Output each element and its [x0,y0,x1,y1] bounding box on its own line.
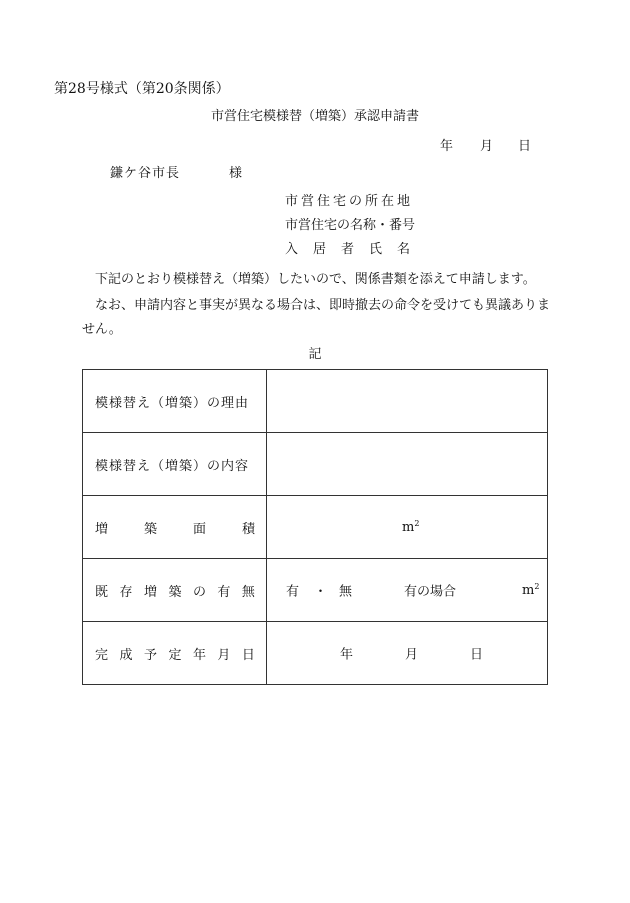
label-char: 定 [168,647,182,663]
label-char: 成 [119,647,133,663]
body-paragraph-2: なお、申請内容と事実が異なる場合は、即時撤去の命令を受けても異議ありま [95,298,551,313]
table-row-completion [83,622,548,685]
label-char: 完 [95,647,109,663]
addressee: 鎌ケ谷市長 [110,166,181,181]
body-paragraph-1: 下記のとおり模様替え（増築）したいので、関係書類を添えて申請します。 [95,272,536,287]
existing-no[interactable]: 無 [339,584,353,600]
table-row-reason [83,370,548,433]
label-char: 積 [241,521,255,537]
label-char: 増 [143,584,157,600]
existing-field[interactable] [267,559,548,622]
area-unit: $m^2$ [402,518,420,536]
completion-day: 日 [470,647,484,663]
date-year: 年 [440,139,454,154]
ki-heading: 記 [308,347,322,362]
existing-if-yes-label: 有の場合 [404,584,457,600]
date-day: 日 [518,139,532,154]
form-number: 第28号様式（第20条関係） [54,81,230,97]
label-char: 存 [119,584,133,600]
existing-unit: $m^2$ [522,581,540,599]
application-table [82,369,548,685]
label-char: 月 [217,647,231,663]
existing-yes[interactable]: 有 [286,584,300,600]
table-row-area [83,496,548,559]
reason-field[interactable] [267,370,548,433]
label-char: 既 [95,584,109,600]
content-field[interactable] [267,433,548,496]
date-month: 月 [480,139,494,154]
existing-label [95,581,255,600]
table-row-content [83,433,548,496]
area-field[interactable] [267,496,548,559]
label-char: 築 [168,584,182,600]
label-char: 増 [95,521,109,537]
label-char: 有 [217,584,231,600]
address-label: 市営住宅の所在地 [285,194,414,209]
completion-month: 月 [405,647,419,663]
label-char: 築 [143,521,157,537]
completion-field[interactable] [267,622,548,685]
existing-dot: ・ [314,584,328,600]
label-char: 年 [192,647,206,663]
label-char: 面 [192,521,206,537]
completion-year: 年 [340,647,354,663]
resident-name-label: 入居者氏名 [285,242,426,257]
reason-label: 模様替え（増築）の理由 [95,395,250,411]
label-char: 予 [143,647,157,663]
label-char: 無 [241,584,255,600]
completion-label [95,644,255,663]
body-paragraph-2-cont: せん。 [82,322,122,337]
content-label: 模様替え（増築）の内容 [95,458,250,474]
housing-name-label: 市営住宅の名称・番号 [285,218,416,233]
table-row-existing [83,559,548,622]
document-title: 市営住宅模様替（増築）承認申請書 [210,109,419,124]
label-char: の [192,584,206,600]
honorific: 様 [229,166,243,181]
area-label [95,518,255,537]
label-char: 日 [241,647,255,663]
